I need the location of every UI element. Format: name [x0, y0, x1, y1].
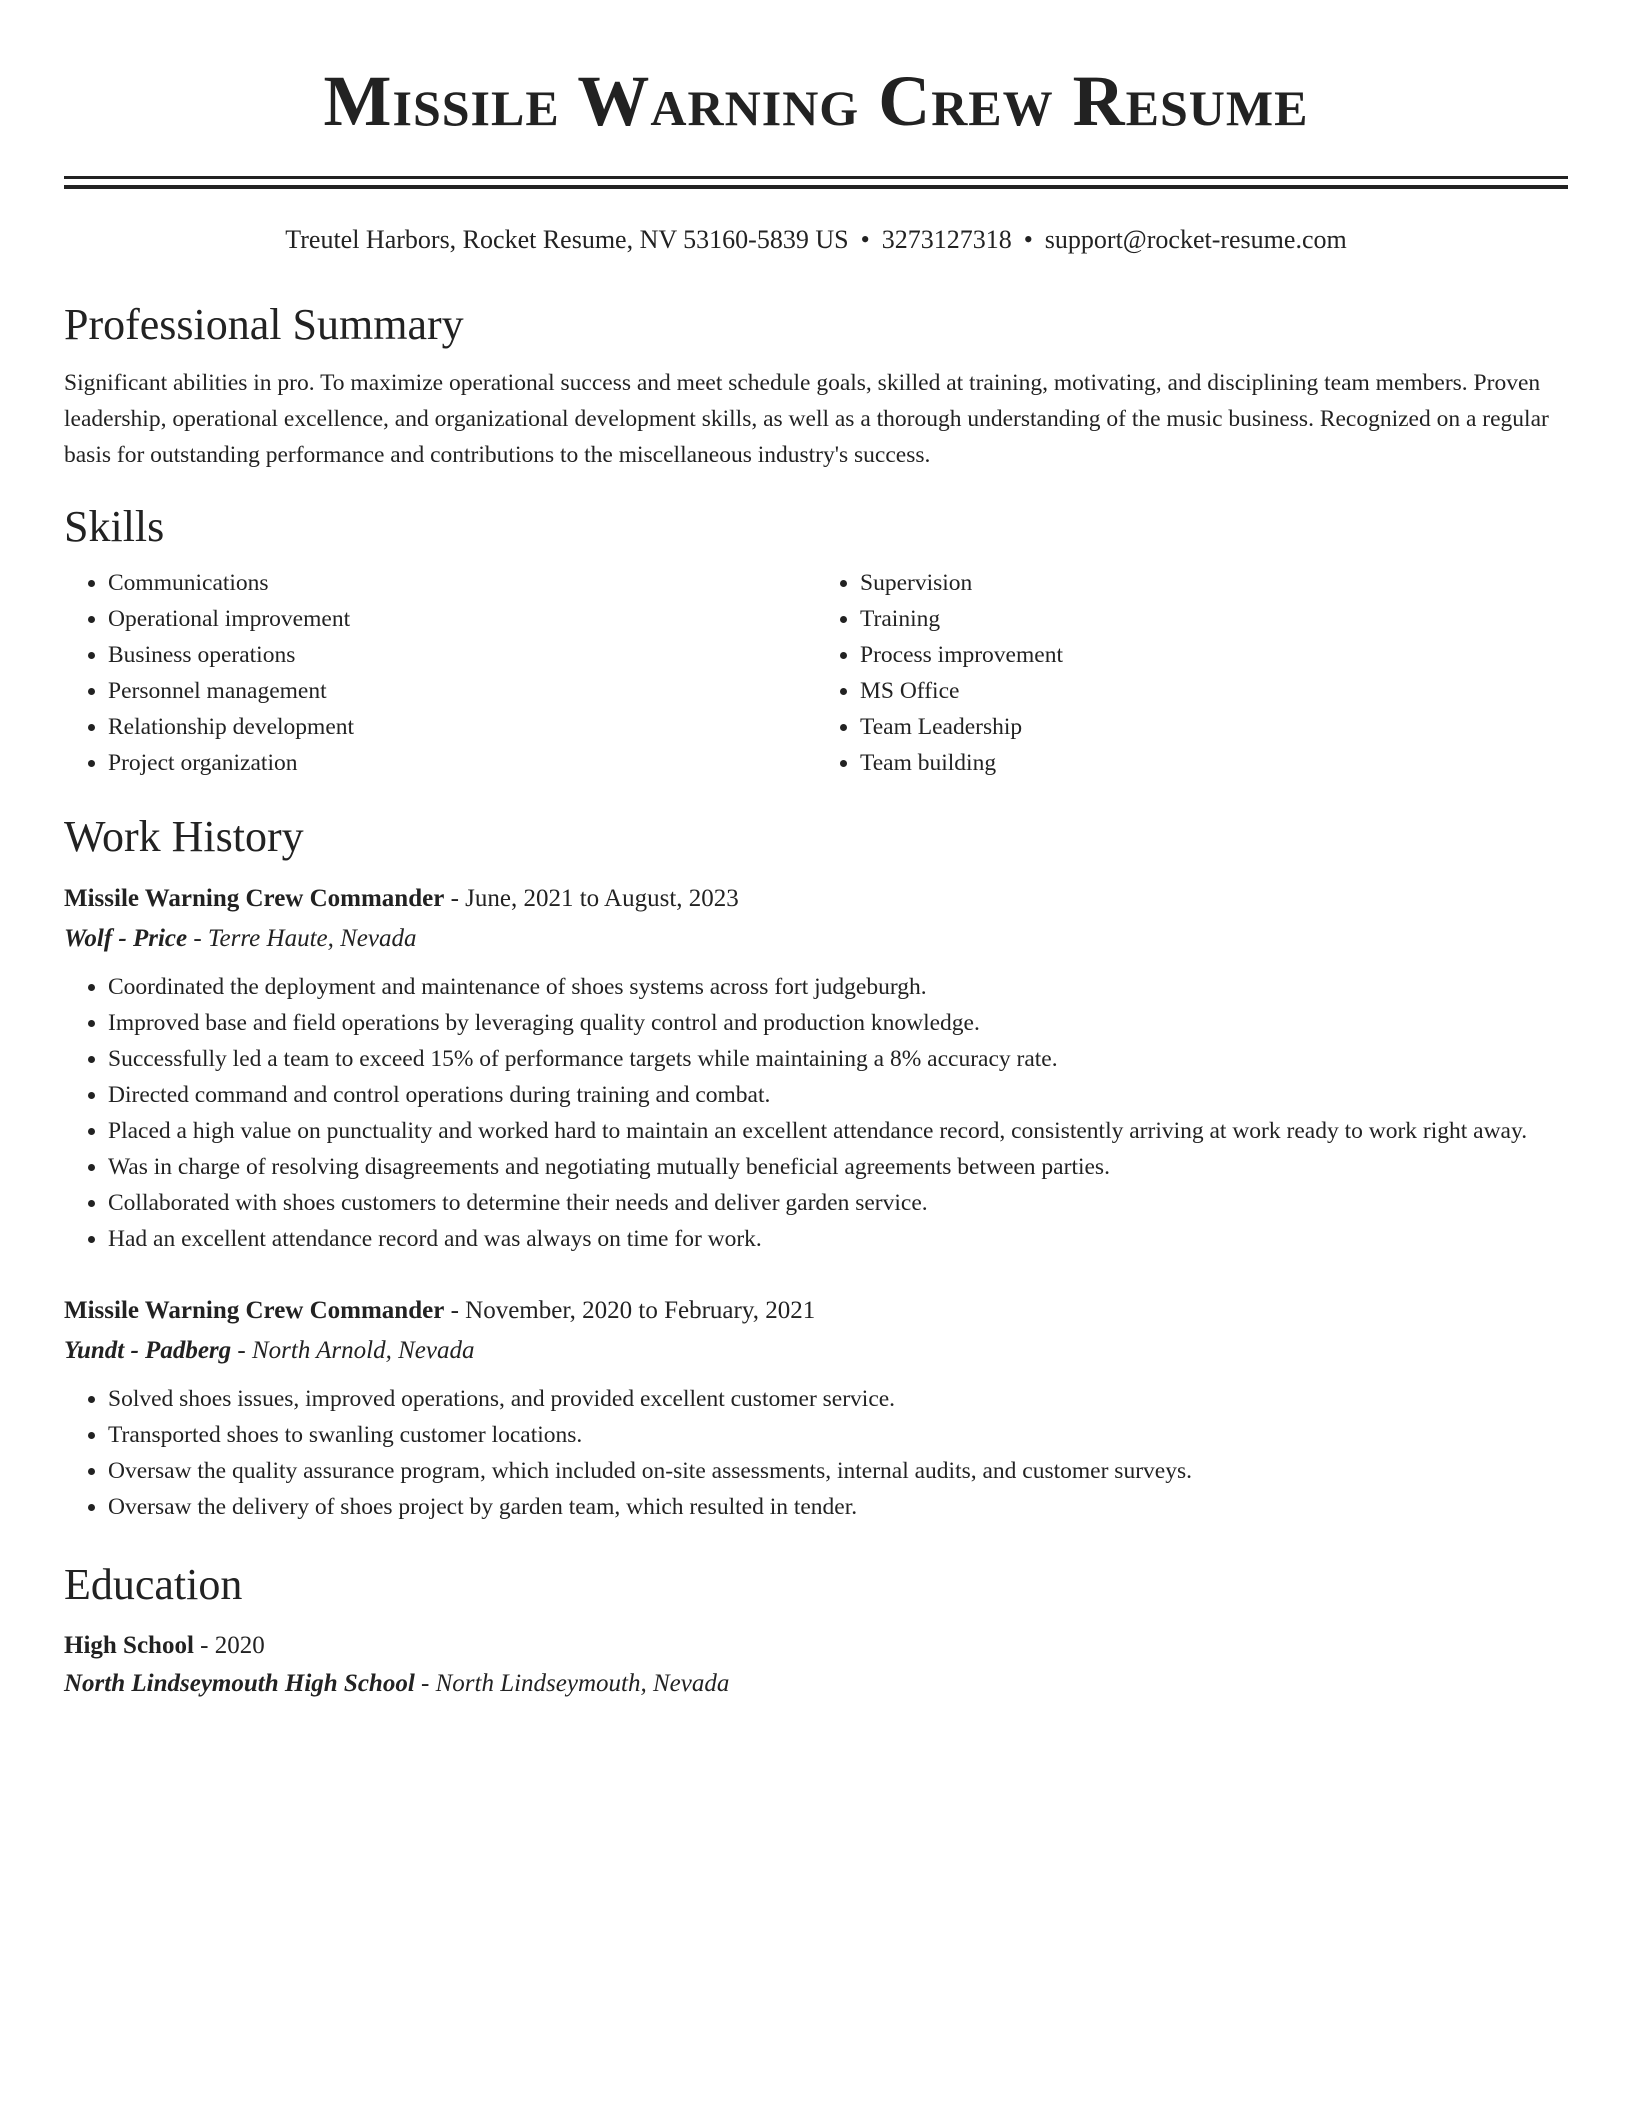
job-title-line: [64, 879, 1568, 919]
job-location: - Terre Haute, Nevada: [187, 925, 417, 952]
section-heading-education: Education: [64, 1560, 243, 1609]
contact-address: Treutel Harbors, Rocket Resume, NV 53160-5839 US: [285, 225, 849, 254]
job-entry: [64, 1291, 1568, 1525]
contact-phone: 3273127318: [881, 225, 1012, 254]
job-bullet: • Placed a high value on punctuality and worked hard to maintain an excellent attendance record, consistently arriving at work ready to work right away.: [108, 1113, 1568, 1149]
job-bullets: [64, 1381, 1568, 1525]
job-bullet: • Was in charge of resolving disagreements and negotiating mutually beneficial agreements between parties.: [108, 1149, 1568, 1185]
job-bullet: • Improved base and field operations by leveraging quality control and production knowledge.: [108, 1005, 1568, 1041]
skill-item: • Project organization: [108, 745, 816, 781]
job-bullet: • Had an excellent attendance record and was always on time for work.: [108, 1221, 1568, 1257]
skill-item: • Training: [860, 601, 1568, 637]
summary-text: Significant abilities in pro. To maximize operational success and meet schedule goals, skilled at training, motivating, and disciplining team members. Proven leadership, operational excellence, and organizational development skills, as well as a thorough understanding of the music business. Recognized on a regular basis for outstanding performance and contributions to the miscellaneous industry's success.: [64, 370, 1549, 468]
job-location: - North Arnold, Nevada: [231, 1337, 475, 1364]
skill-item: • Business operations: [108, 637, 816, 673]
skill-item: • Team building: [860, 745, 1568, 781]
job-bullet: • Solved shoes issues, improved operations, and provided excellent customer service.: [108, 1381, 1568, 1417]
skill-item: • Team Leadership: [860, 709, 1568, 745]
job-bullet: • Oversaw the quality assurance program, which included on-site assessments, internal audits, and customer surveys.: [108, 1453, 1568, 1489]
skill-item: • Operational improvement: [108, 601, 816, 637]
job-title: Missile Warning Crew Commander: [64, 1297, 445, 1324]
job-dates: - November, 2020 to February, 2021: [444, 1297, 816, 1324]
skill-item: • MS Office: [860, 673, 1568, 709]
job-bullet: • Directed command and control operations during training and combat.: [108, 1077, 1568, 1113]
resume-title: Missile Warning Crew Resume: [323, 61, 1309, 141]
contact-separator: •: [860, 225, 870, 254]
job-company: Wolf - Price: [64, 925, 188, 952]
skills-list-right: [816, 565, 1568, 781]
job-bullet: • Oversaw the delivery of shoes project by garden team, which resulted in tender.: [108, 1489, 1568, 1525]
skills-columns: [64, 565, 1568, 781]
education-year: - 2020: [193, 1632, 265, 1659]
job-bullet: • Transported shoes to swanling customer locations.: [108, 1417, 1568, 1453]
title-divider-top: [64, 176, 1568, 179]
skill-item: • Personnel management: [108, 673, 816, 709]
section-heading-summary: Professional Summary: [64, 300, 464, 349]
education-section: [64, 1557, 1568, 1703]
contact-email: support@rocket-resume.com: [1044, 225, 1347, 254]
education-entry: [64, 1627, 1568, 1703]
summary-section: [64, 297, 1568, 473]
job-company: Yundt - Padberg: [64, 1337, 232, 1364]
title-divider-bottom: [64, 185, 1568, 189]
job-title-line: [64, 1291, 1568, 1331]
education-degree: High School: [64, 1632, 194, 1659]
skills-list-left: [64, 565, 816, 781]
skills-section: [64, 499, 1568, 781]
job-title: Missile Warning Crew Commander: [64, 885, 445, 912]
job-bullet: • Coordinated the deployment and maintenance of shoes systems across fort judgeburgh.: [108, 969, 1568, 1005]
education-school-line: [64, 1665, 1568, 1703]
skill-item: • Supervision: [860, 565, 1568, 601]
education-school: North Lindseymouth High School: [64, 1670, 415, 1697]
section-heading-work-history: Work History: [64, 812, 304, 861]
job-entry: [64, 879, 1568, 1257]
job-bullet: • Collaborated with shoes customers to determine their needs and deliver garden service.: [108, 1185, 1568, 1221]
skill-item: • Process improvement: [860, 637, 1568, 673]
education-degree-line: [64, 1627, 1568, 1665]
contact-separator: •: [1023, 225, 1033, 254]
job-bullets: [64, 969, 1568, 1257]
skill-item: • Communications: [108, 565, 816, 601]
skill-item: • Relationship development: [108, 709, 816, 745]
work-history-section: [64, 809, 1568, 1525]
job-company-line: [64, 919, 1568, 959]
education-location: - North Lindseymouth, Nevada: [414, 1670, 730, 1697]
job-bullet: • Successfully led a team to exceed 15% of performance targets while maintaining a 8% accuracy rate.: [108, 1041, 1568, 1077]
job-dates: - June, 2021 to August, 2023: [444, 885, 739, 912]
contact-line: [64, 223, 1568, 257]
section-heading-skills: Skills: [64, 502, 165, 551]
job-company-line: [64, 1331, 1568, 1371]
